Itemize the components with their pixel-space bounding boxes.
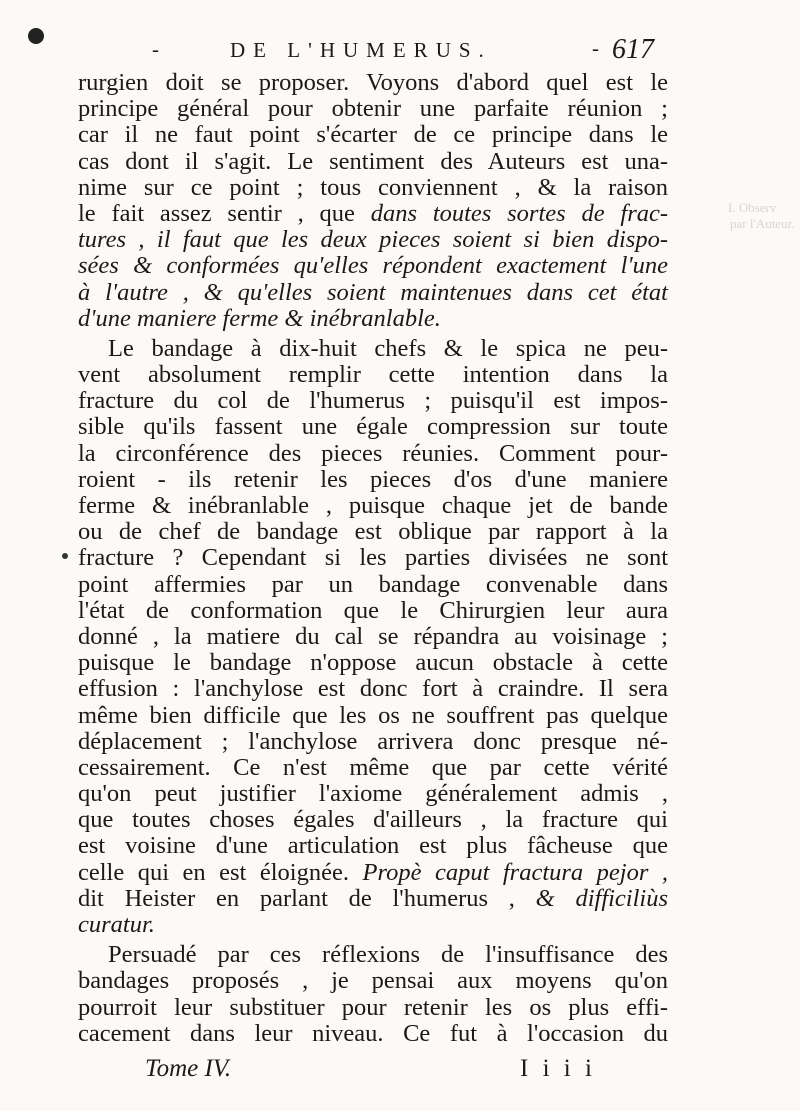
- text-line: cas dont il s'agit. Le sentiment des Auteurs est una-: [78, 147, 668, 175]
- bleed-line-2: par l'Auteur.: [730, 216, 795, 231]
- text-roman: le fait assez sentir , que: [78, 199, 355, 227]
- text-line: cessairement. Ce n'est même que par cette vérité: [78, 753, 668, 781]
- text-line: est voisine d'une articulation est plus fâcheuse que: [78, 832, 668, 860]
- text-line: Le bandage à dix-huit chefs & le spica ne peu-: [108, 334, 668, 362]
- text-line: même bien difficile que les os ne souffrent pas quelque: [78, 701, 668, 729]
- text-roman: celle qui en est éloignée.: [78, 858, 349, 886]
- text-line: que toutes choses égales d'ailleurs , la fracture qui: [78, 806, 668, 834]
- text-line: car il ne faut point s'écarter de ce principe dans le: [78, 121, 668, 149]
- signature-mark: I i i i: [520, 1055, 596, 1082]
- text-line: Persuadé par ces réflexions de l'insuffisance des: [108, 941, 668, 969]
- text-line: l'état de conformation que le Chirurgien leur aura: [78, 596, 668, 624]
- text-italic: Propè caput fractura pejor ,: [362, 858, 669, 886]
- page-header: [0, 34, 800, 68]
- text-italic: & difficiliùs: [535, 884, 669, 912]
- page-footer: [0, 1055, 800, 1095]
- text-line: sées & conformées qu'elles répondent exactement l'une: [78, 252, 668, 280]
- text-line: ou de chef de bandage est oblique par rapport à la: [78, 518, 668, 546]
- text-line: tures , il faut que les deux pieces soient si bien dispo-: [78, 226, 668, 254]
- text-line: [78, 886, 668, 912]
- text-line: donné , la matiere du cal se répandra au voisinage ;: [78, 622, 668, 650]
- header-dash-left: -: [152, 37, 159, 61]
- text-line: d'une maniere ferme & inébranlable.: [78, 304, 441, 332]
- running-head: DE L'HUMERUS.: [230, 38, 492, 62]
- text-roman: dit Heister en parlant de l'humerus ,: [78, 884, 515, 912]
- margin-dot: [62, 553, 68, 559]
- text-line: qu'on peut justifier l'axiome généralement admis ,: [78, 780, 668, 808]
- text-line: sible qu'ils fassent une égale compression sur toute: [78, 413, 668, 441]
- text-italic: dans toutes sortes de frac-: [370, 199, 669, 227]
- text-line: fracture du col de l'humerus ; puisqu'il est impos-: [78, 387, 668, 415]
- body-text: [78, 70, 668, 1047]
- text-line: puisque le bandage n'oppose aucun obstacle à cette: [78, 649, 668, 677]
- text-line: nime sur ce point ; tous conviennent , & la raison: [78, 173, 668, 201]
- text-line: effusion : l'anchylose est donc fort à craindre. Il sera: [78, 675, 668, 703]
- text-line: [78, 860, 668, 886]
- text-line: vent absolument remplir cette intention dans la: [78, 361, 668, 389]
- volume-label: Tome IV.: [145, 1055, 232, 1082]
- text-line: ferme & inébranlable , puisque chaque jet de bande: [78, 492, 668, 519]
- header-dash-right: -: [592, 36, 599, 60]
- text-line: déplacement ; l'anchylose arrivera donc presque né-: [78, 727, 668, 755]
- text-line: à l'autre , & qu'elles soient maintenues dans cet état: [78, 278, 668, 306]
- text-line: pourroit leur substituer pour retenir les os plus effi-: [78, 993, 668, 1021]
- text-line: la circonférence des pieces réunies. Comment pour-: [78, 439, 668, 467]
- text-line: principe général pour obtenir une parfaite réunion ;: [78, 95, 668, 123]
- text-line: point affermies par un bandage convenable dans: [78, 570, 668, 598]
- text-line: rurgien doit se proposer. Voyons d'abord quel est le: [78, 69, 668, 96]
- bleed-through-text: [690, 190, 800, 620]
- text-line: bandages proposés , je pensai aux moyens qu'on: [78, 967, 668, 995]
- page-number: 617: [612, 34, 654, 65]
- text-line: curatur.: [78, 911, 155, 938]
- text-line: roient - ils retenir les pieces d'os d'une maniere: [78, 465, 668, 493]
- text-line: cacement dans leur niveau. Ce fut à l'occasion du: [78, 1019, 668, 1047]
- text-line: [78, 201, 668, 227]
- text-line: fracture ? Cependant si les parties divisées ne sont: [78, 544, 668, 572]
- bleed-line-1: I. Observ: [728, 200, 777, 215]
